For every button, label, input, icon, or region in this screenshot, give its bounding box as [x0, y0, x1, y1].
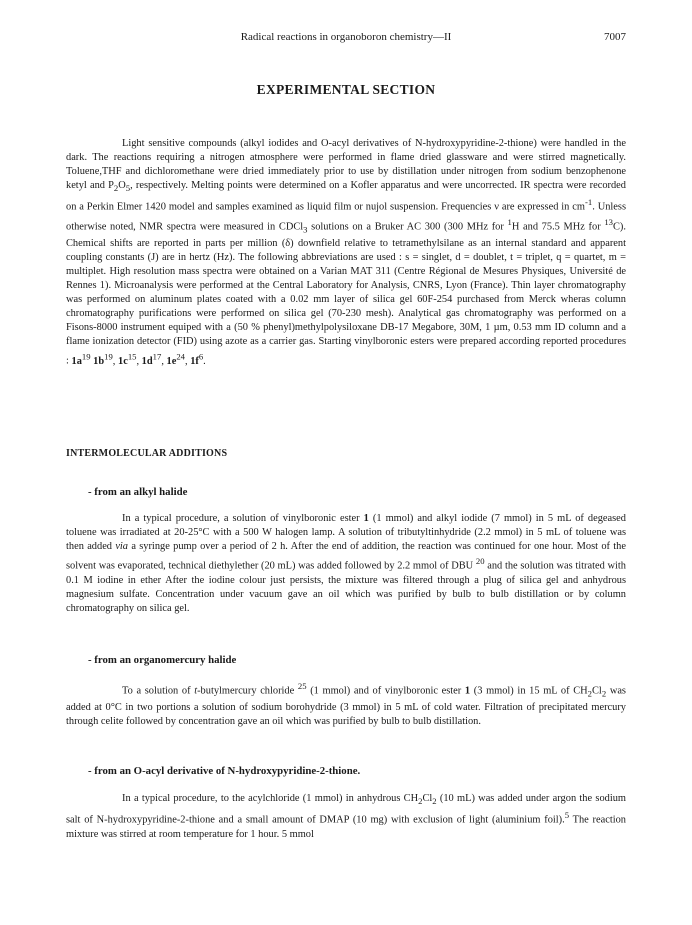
separator: ,	[161, 355, 167, 367]
reference-number: 24	[176, 351, 185, 362]
intro-paragraph: Light sensitive compounds (alkyl iodides and O-acyl derivatives of N-hydroxypyridine-2-thione) were handled in the dark. The reactions requiring a nitrogen atmosphere were performed in flame dried glassware and were stirred magnetically. Toluene,THF and dichloromethane were dried immediately prior to use by distillation under nitrogen from sodium benzophenone ketyl and $P_2O_5$, respectively. Melting points were determined on a Kofler apparatus and were uncorrected. IR spectra were recorded on a Perkin Elmer 1420 model and samples examined as liquid film or nujol suspension. Frequencies ν are expressed in $cm^{-1}$. Unless otherwise noted, NMR spectra were measured in CDCl$_3$ solutions on a Bruker AC 300 (300 MHz for $^1$H and 75.5 MHz for $^{13}$C). Chemical shifts are reported in parts per million (δ) downfield relative to tetramethylsilane as an internal standard and apparent coupling constants (J) are in hertz (Hz). The following abbreviations are used : s = singlet, d = doublet, t = triplet, q = quartet, m = multiplet. High resolution mass spectra were obtained on a Varian MAT 311 (Centre Régional de Mesures Physiques, Université de Rennes 1). Microanalysis were performed at the Central Laboratory for Analysis, CNRS, Lyon (France). Thin layer chromatography was performed on aluminum plates coated with a 0.02 mm layer of silica gel 60F-254 purchased from Merck wheras column chromatography purifications were performed on silica gel (70-230 mesh). Analytical gas chromatography was performed on a Fisons-8000 instrument equiped with a (50 % phenyl)methylpolysiloxane DB-17 Megabore, 30M, 1 µm, 0.53 mm ID column and a flame ionization detector (FID) using azote as a carrier gas. Starting vinylboronic esters were prepared according reported procedures : $1a^{19}$ $1b^{19}$, $1c^{15}$, $1d^{17}$, $1e^{24}$, $1f^6$.	[66, 138, 626, 367]
alkyl-halide-heading: - from an alkyl halide	[88, 486, 188, 498]
organomercury-paragraph: To a solution of t-butylmercury chloride $^{25}$ (1 mmol) and of vinylboronic ester 1 (3 mmol) in 15 mL of $CH_2Cl_2$ was added at 0°C in two portions a solution of sodium borohydride (3 mmol) in 5 mL of cold water. Filtration of precipitated mercury through celite followed by concentration gave an oil which was purified by bulb to bulb distillation.	[66, 681, 626, 727]
separator: ,	[112, 355, 118, 367]
alkyl-halide-paragraph: In a typical procedure, a solution of vinylboronic ester 1 (1 mmol) and alkyl iodide (7 mmol) in 5 mL of degeased toluene was irradiated at 20-25°C with a 500 W halogen lamp. A solution of tributyltinhydride (2.2 mmol) in 5 mL of toluene was then added via a syringe pump over a period of 2 h. After the end of addition, the reaction was continued for one hour. Most of the solvent was evaporated, technical diethylether (20 mL) was added followed by 2.2 mmol of DBU $^{20}$ and the solution was titrated with 0.1 M iodine in ether After the iodine colour just persists, the mixture was filtered through a plug of silica gel and anhydrous magnesium sulfate. Concentration under vacuum gave an oil which was purified by bulb to bulb distillation or by column chromatography on silica gel.	[66, 513, 626, 615]
page-number: 7007	[604, 31, 626, 43]
o-acyl-heading: - from an O-acyl derivative of N-hydroxypyridine-2-thione.	[88, 765, 361, 777]
intermolecular-heading: INTERMOLECULAR ADDITIONS	[66, 448, 228, 459]
separator: ,	[184, 355, 191, 367]
reference-number: 17	[152, 351, 162, 362]
running-header	[66, 31, 626, 47]
separator: .	[203, 355, 206, 367]
reference-number: 6	[198, 351, 204, 362]
compound-label: 1b	[93, 355, 105, 367]
running-title: Radical reactions in organoboron chemistry—II	[240, 31, 452, 43]
compound-label: 1c	[118, 355, 128, 367]
organomercury-heading: - from an organomercury halide	[88, 654, 237, 666]
compound-references	[71, 351, 206, 367]
compound-label: 1d	[141, 355, 153, 367]
reference-number: 19	[81, 351, 91, 362]
compound-label: 1f	[190, 355, 199, 367]
reference-number: 15	[127, 351, 137, 362]
o-acyl-paragraph: In a typical procedure, to the acylchloride (1 mmol) in anhydrous $CH_2Cl_2$ (10 mL) was added under argon the sodium salt of N-hydroxypyridine-2-thione and a small amount of DMAP (10 mg) with exclusion of light (aluminium foil).$^5$ The reaction mixture was stirred at room temperature for 1 hour. 5 mmol	[66, 793, 626, 840]
separator: ,	[136, 355, 142, 367]
compound-label: 1e	[166, 355, 177, 367]
section-title: EXPERIMENTAL SECTION	[256, 82, 436, 97]
reference-number: 19	[104, 351, 113, 362]
compound-label: 1a	[71, 355, 82, 367]
